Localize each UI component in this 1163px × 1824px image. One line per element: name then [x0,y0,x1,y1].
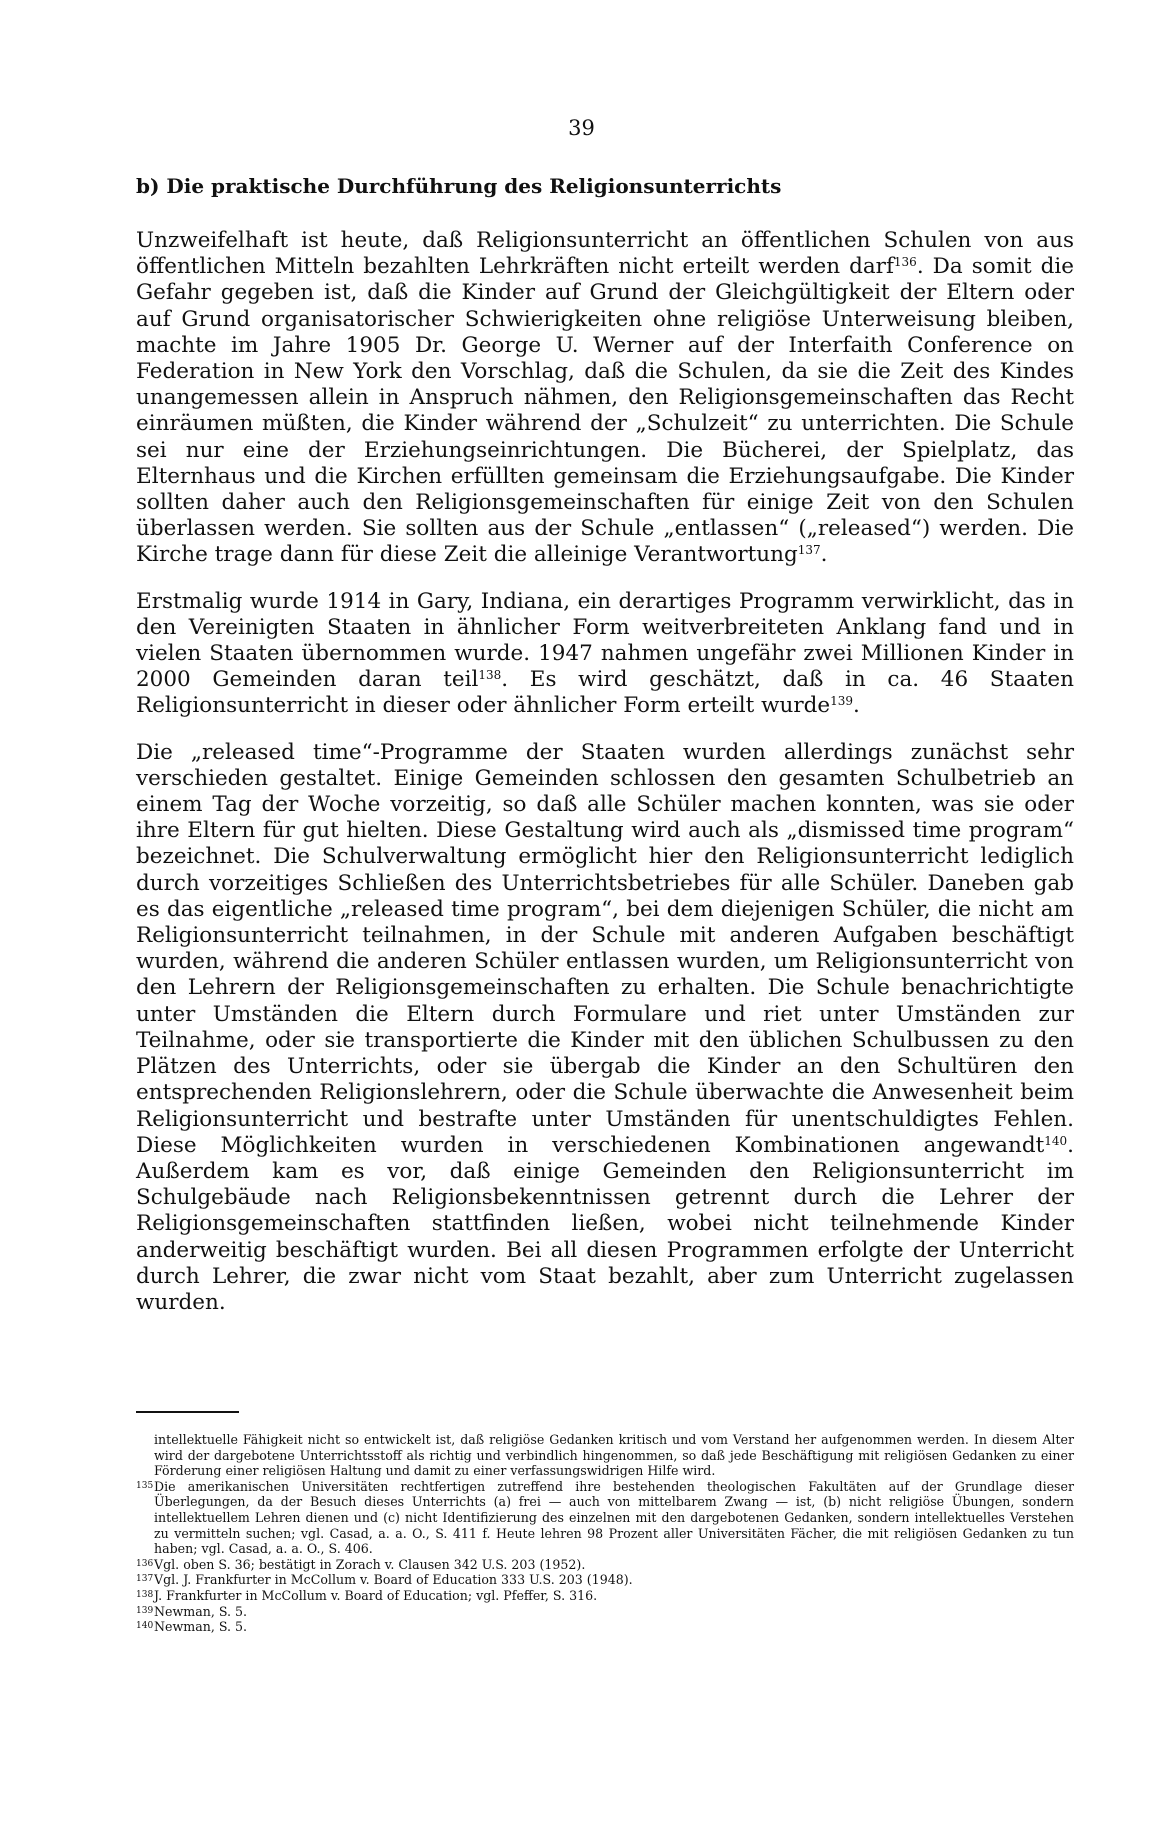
text-run: . [820,542,828,568]
footnote-ref: 136 [893,255,917,270]
footnote-ref: 137 [797,543,821,558]
text-run: . Außerdem kam es vor, daß einige Gemeinden den Religionsunterricht im Schulgebäude nach Religionsbekenntnissen getrennt durch die Lehrer der Religionsgemeinschaften stattfinden ließen, wobei nicht teilnehmende Kinder anderweitig beschäftigt wurden. Bei all diesen Programmen erfolgte der Unterricht durch Lehrer, die zwar nicht vom Staat bezahlt, aber zum Unterricht zugelassen wurden. [136,1132,1074,1315]
footnote-135 [136,1479,1074,1557]
paragraph-2 [136,589,1074,720]
footnote-text: Newman, S. 5. [154,1603,248,1619]
footnotes [136,1432,1074,1635]
footnote-number: 136 [136,1558,154,1569]
text-run: . Da somit die Gefahr gegeben ist, daß die Kinder auf Grund der Gleichgültigkeit der Eltern oder auf Grund organisatorischer Schwierigkeiten ohne religiöse Unterweisung bleiben, machte im Jahre 1905 Dr. George U. Werner auf der Interfaith Conference on Federation in New York den Vorschlag, daß die Schulen, da sie die Zeit des Kindes unangemessen allein in Anspruch nähmen, den Religionsgemeinschaften das Recht einräumen müßten, die Kinder während der „Schulzeit“ zu unterrichten. Die Schule sei nur eine der Erziehungseinrichtungen. Die Bücherei, der Spielplatz, das Elternhaus und die Kirchen erfüllten gemeinsam die Erziehungsaufgabe. Die Kinder sollten daher auch den Religionsgemeinschaften für einige Zeit von den Schulen überlassen werden. Sie sollten aus der Schule „entlassen“ („released“) werden. Die Kirche trage dann für diese Zeit die alleinige Verantwortung [136,254,1074,568]
footnote-137 [136,1572,1074,1588]
footnote-ref: 139 [830,694,853,709]
text-run: Erstmalig wurde 1914 in Gary, Indiana, ein derartiges Programm verwirklicht, das in den Vereinigten Staaten in ähnlicher Form weitverbreiteten Anklang fand und in vielen Staaten übernommen wurde. 1947 nahmen ungefähr zwei Millionen Kinder in 2000 Gemeinden daran teil [136,588,1074,693]
page-number: 39 [568,116,595,140]
text-run: Die „released time“-Programme der Staaten wurden allerdings zunächst sehr verschieden gestaltet. Einige Gemeinden schlossen den gesamten Schulbetrieb an einem Tag der Woche vorzeitig, so daß alle Schüler machen konnten, was sie oder ihre Eltern für gut hielten. Diese Gestaltung wird auch als „dismissed time program“ bezeichnet. Die Schulverwaltung ermöglicht hier den Religionsunterricht lediglich durch vorzeitiges Schließen des Unterrichtsbetriebes für alle Schüler. Daneben gab es das eigentliche „released time program“, bei dem diejenigen Schüler, die nicht am Religionsunterricht teilnahmen, in der Schule mit anderen Aufgaben beschäftigt wurden, während die anderen Schüler entlassen wurden, um Religionsunterricht von den Lehrern der Religionsgemeinschaften zu erhalten. Die Schule benachrichtigte unter Umständen die Eltern durch Formulare und riet unter Umständen zur Teilnahme, oder sie transportierte die Kinder mit den üblichen Schulbussen zu den Plätzen des Unterrichts, oder sie übergab die Kinder an den Schultüren den entsprechenden Religionslehrern, oder die Schule überwachte die Anwesenheit beim Religionsunterricht und bestrafte unter Umständen für unentschuldigtes Fehlen. Diese Möglichkeiten wurden in verschiedenen Kombinationen angewandt [136,739,1074,1158]
footnote-ref: 140 [1044,1133,1068,1148]
footnote-text: Newman, S. 5. [154,1619,248,1635]
footnote-number: 139 [136,1605,154,1616]
footnote-text: Die amerikanischen Universitäten rechtfertigen zutreffend ihre bestehenden theologischen Fakultäten auf der Grundlage dieser Überlegungen, da der Besuch dieses Unterrichts (a) frei — auch von mittelbarem Zwang — ist, (b) nicht religiöse Übungen, sondern intellektuellem Lehren dienen und (c) nicht Identifizierung des einzelnen mit den dargebotenen Gedanken, sondern intellektuelles Verstehen zu vermitteln suchen; vgl. Casad, a. a. O., S. 411 f. Heute lehren 98 Prozent aller Universitäten Fächer, die mit religiösen Gedanken zu tun haben; vgl. Casad, a. a. O., S. 406. [154,1478,1074,1557]
footnote-number: 140 [136,1621,154,1632]
footnote-136 [136,1557,1074,1573]
footnote-separator [136,1411,239,1413]
footnote-text: Vgl. oben S. 36; bestätigt in Zorach v. Clausen 342 U.S. 203 (1952). [154,1556,586,1572]
footnote-ref: 138 [478,668,502,683]
section-heading: b) Die praktische Durchführung des Religionsunterrichts [136,174,782,198]
footnote-text: Vgl. J. Frankfurter in McCollum v. Board of Education 333 U.S. 203 (1948). [154,1572,633,1588]
body-text [136,228,1074,1336]
footnote-140 [136,1619,1074,1635]
text-run: Unzweifelhaft ist heute, daß Religionsunterricht an öffentlichen Schulen von aus öffentlichen Mitteln bezahlten Lehrkräften nicht erteilt werden darf [136,228,1074,280]
footnote-continuation: intellektuelle Fähigkeit nicht so entwickelt ist, daß religiöse Gedanken kritisch und vom Verstand her aufgenommen werden. In diesem Alter wird der dargebotene Unterrichtsstoff als richtig und verbindlich hingenommen, so daß jede Beschäftigung mit religiösen Gedanken zu einer Förderung einer religiösen Haltung und damit zu einer verfassungswidrigen Hilfe wird. [154,1432,1074,1479]
footnote-number: 135 [136,1480,154,1491]
text-run: . Es wird geschätzt, daß in ca. 46 Staaten Religionsunterricht in dieser oder ähnlicher Form erteilt wurde [136,667,1074,719]
footnote-139 [136,1604,1074,1620]
paragraph-3 [136,740,1074,1316]
footnote-number: 138 [136,1589,154,1600]
paragraph-1 [136,228,1074,569]
footnote-number: 137 [136,1574,154,1585]
text-run: . [853,693,860,719]
footnote-138 [136,1588,1074,1604]
footnote-text: J. Frankfurter in McCollum v. Board of Education; vgl. Pfeffer, S. 316. [154,1587,598,1603]
